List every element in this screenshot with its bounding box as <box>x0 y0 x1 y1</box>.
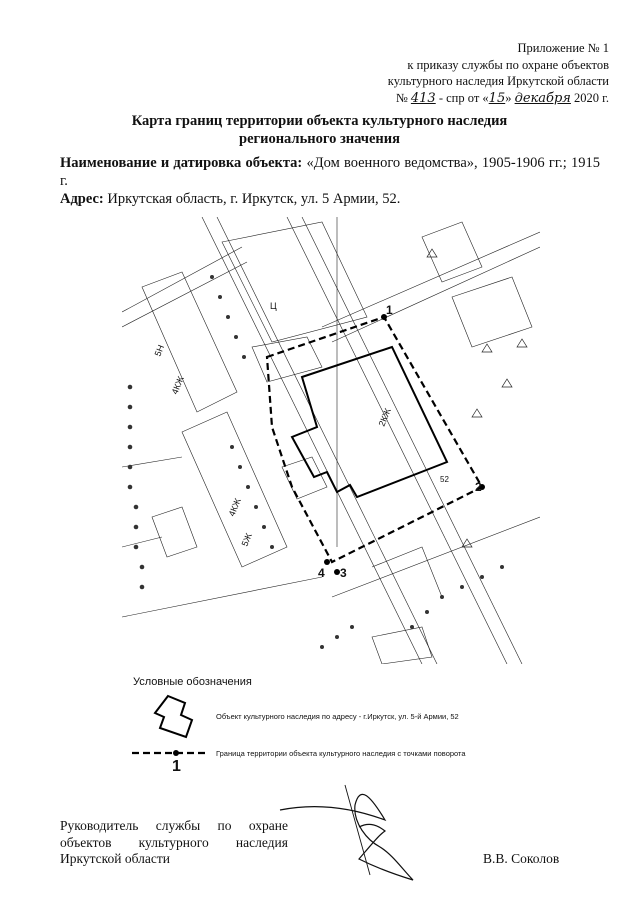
object-name-label: Наименование и датировка объекта: <box>60 155 303 171</box>
cadastral-map <box>122 217 540 664</box>
legend-item-boundary: Граница территории объекта культурного наследия с точками поворота <box>216 749 466 758</box>
legend-item-heritage: Объект культурного наследия по адресу - г.Иркутск, ул. 5-й Армии, 52 <box>216 712 459 721</box>
object-address-value: Иркутская область, г. Иркутск, ул. 5 Армии, 52. <box>107 191 401 207</box>
map-turn-point-label: 2 <box>475 480 482 494</box>
order-number-line: № 413 - спр от «15» декабря 2020 г. <box>395 90 609 106</box>
order-month: декабря <box>514 90 571 106</box>
legend-heritage-icon <box>150 693 200 741</box>
map-building-label: Ц <box>270 301 277 311</box>
map-building-label: 2КЖ <box>376 406 393 428</box>
legend-boundary-icon <box>130 745 210 761</box>
object-name <box>60 155 600 190</box>
appendix-line3: культурного наследия Иркутской области <box>387 74 609 88</box>
map-turn-point-label: 4 <box>318 566 325 580</box>
signer-name: В.В. Соколов <box>483 851 560 866</box>
signer-position: Руководитель службы по охране объектов культурного наследия Иркутской области <box>60 818 288 866</box>
map-turn-point-label: 1 <box>386 303 393 317</box>
object-address <box>60 191 400 208</box>
map-building-label: 4КЖ <box>169 374 186 396</box>
order-number: 413 <box>410 90 436 106</box>
map-building-label: 5Н <box>152 343 167 358</box>
appendix-line2: к приказу службы по охране объектов <box>407 57 609 72</box>
legend-point-number: 1 <box>172 758 181 775</box>
order-year: 2020 г. <box>574 90 609 105</box>
signature <box>275 775 435 885</box>
document-title: Карта границ территории объекта культурного наследия регионального значения <box>131 113 508 147</box>
map-building-label: 5Ж <box>239 531 254 548</box>
order-day: 15 <box>488 90 506 106</box>
heritage-object-outline <box>292 347 447 497</box>
object-name-value: «Дом военного ведомства», 1905-1906 гг.; 1915 г. <box>60 155 600 189</box>
object-address-label: Адрес: <box>60 191 104 207</box>
legend-title: Условные обозначения <box>133 676 252 688</box>
map-building-label: 4КЖ <box>226 496 243 518</box>
appendix-block <box>309 40 609 107</box>
map-turn-point-label: 3 <box>340 566 347 580</box>
map-building-label: 52 <box>440 475 449 484</box>
appendix-line1: Приложение № 1 <box>517 41 609 55</box>
